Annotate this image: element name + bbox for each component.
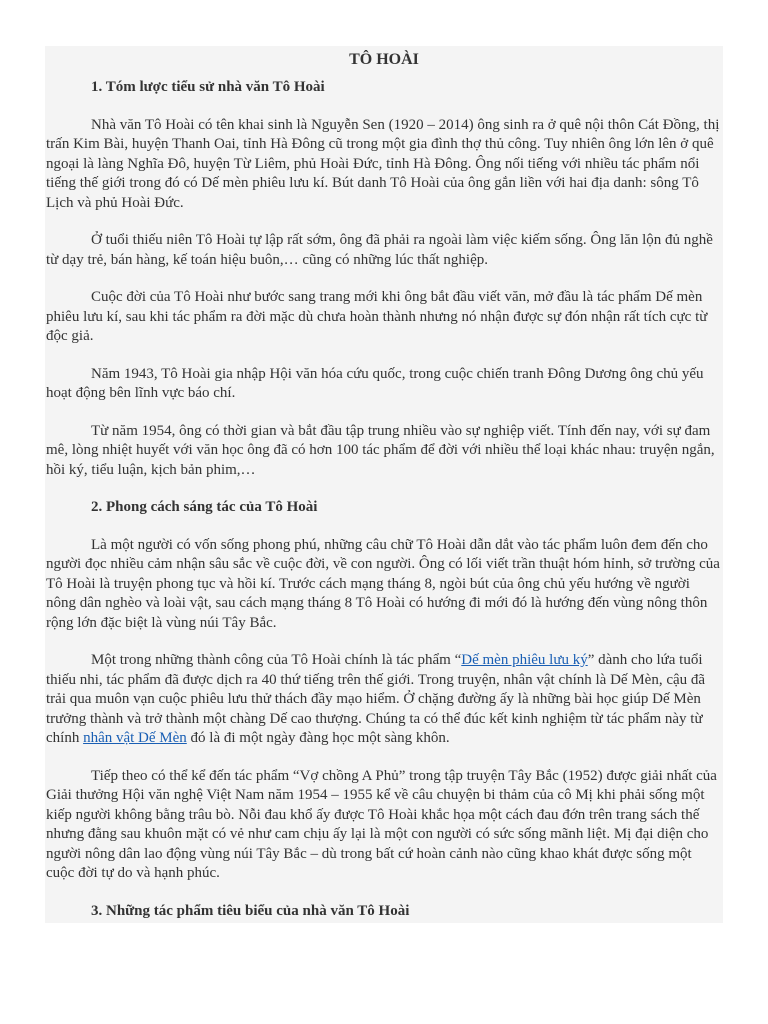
document-page [45,46,723,923]
link-de-men-phieu-luu-ky[interactable]: Dế mèn phiêu lưu ký [461,652,588,668]
paragraph-style-2-part-b: ” dành cho lứa tuổi thiếu nhi, tác phẩm đã được dịch ra 40 thứ tiếng trên thế giới. Trong truyện, nhân vật chính là Dế Mèn, cậu đã trải qua muôn vạn cuộc phiêu lưu thử thách đầy mạo hiểm. Ở chặng đường ấy là những bài học giúp Dế Mèn trưởng thành và trở thành một chàng Dế cao thượng. Chúng ta có thể đúc kết kinh nghiệm từ tác phẩm này từ chính [46,652,706,746]
paragraph-style-2 [46,651,722,749]
document-title: TÔ HOÀI [349,51,419,68]
paragraph-biography-1: Nhà văn Tô Hoài có tên khai sinh là Nguyễn Sen (1920 – 2014) ông sinh ra ở quê nội thôn Cát Đồng, thị trấn Kim Bài, huyện Thanh Oai, tỉnh Hà Đông cũ trong một gia đình thợ thủ công. Tuy nhiên ông lớn lên ở quê ngoại là làng Nghĩa Đô, huyện Từ Liêm, phủ Hoài Đức, tỉnh Hà Đông. Ông nối tiếng với nhiều tác phẩm nổi tiếng thế giới trong đó có Dế mèn phiêu lưu kí. Bút danh Tô Hoài của ông gắn liền với hai địa danh: sông Tô Lịch và phủ Hoài Đức. [46,116,720,211]
paragraph-biography-3: Cuộc đời của Tô Hoài như bước sang trang mới khi ông bắt đầu viết văn, mở đầu là tác phẩm Dế mèn phiêu lưu kí, sau khi tác phẩm ra đời mặc dù chưa hoàn thành nhưng nó nhận được sự đón nhận rất tích cực từ độc giả. [46,289,708,344]
paragraph-biography-5: Từ năm 1954, ông có thời gian và bắt đầu tập trung nhiều vào sự nghiệp viết. Tính đến nay, với sự đam mê, lòng nhiệt huyết với văn học ông đã có hơn 100 tác phẩm để đời với nhiều thể loại khác nhau: truyện ngắn, hồi ký, tiểu luận, kịch bản phim,… [46,422,715,478]
paragraph-style-1: Là một người có vốn sống phong phú, những câu chữ Tô Hoài dẫn dắt vào tác phẩm luôn đem đến cho người đọc nhiều cảm nhận sâu sắc về cuộc đời, về con người. Ông có lối viết trần thuật hóm hỉnh, sở trường của Tô Hoài là truyện phong tục và hồi kí. Trước cách mạng tháng 8, ngòi bút của ông chủ yếu hướng về người nông dân nghèo và loài vật, sau cách mạng tháng 8 Tô Hoài có hướng đi mới đó là hướng đến vùng nông thôn rộng lớn đặc biệt là vùng núi Tây Bắc. [46,536,720,631]
section-heading-works: 3. Những tác phẩm tiêu biểu của nhà văn Tô Hoài [91,902,410,919]
section-heading-style: 2. Phong cách sáng tác của Tô Hoài [91,499,318,515]
paragraph-style-3: Tiếp theo có thể kể đến tác phẩm “Vợ chồng A Phủ” trong tập truyện Tây Bắc (1952) được giải nhất của Giải thưởng Hội văn nghệ Việt Nam năm 1954 – 1955 kể về câu chuyện bi thảm của cô Mị khi phải sống một kiếp người không bằng trâu bò. Nỗi đau khổ ấy được Tô Hoài khắc họa một cách đau đớn trên trang sách thế nhưng đằng sau khuôn mặt có vẻ như cam chịu ấy lại là một con người có sức sống mãnh liệt. Mị đại diện cho người nông dân lao động vùng núi Tây Bắc – dù trong bất cứ hoàn cảnh nào cũng khao khát được sống một cuộc đời tự do và hạnh phúc. [46,767,717,881]
paragraph-biography-4: Năm 1943, Tô Hoài gia nhập Hội văn hóa cứu quốc, trong cuộc chiến tranh Đông Dương ông chủ yếu hoạt động bên lĩnh vực báo chí. [46,365,704,401]
paragraph-biography-2: Ở tuổi thiếu niên Tô Hoài tự lập rất sớm, ông đã phải ra ngoài làm việc kiếm sống. Ông lăn lộn đủ nghề từ dạy trẻ, bán hàng, kế toán hiệu buôn,… cũng có những lúc thất nghiệp. [46,232,713,268]
link-nhan-vat-de-men[interactable]: nhân vật Dế Mèn [83,730,187,746]
paragraph-style-2-part-a: Một trong những thành công của Tô Hoài chính là tác phẩm “ [91,652,462,668]
section-heading-biography: 1. Tóm lược tiểu sử nhà văn Tô Hoài [91,79,325,95]
paragraph-style-2-part-c: đó là đi một ngày đàng học một sàng khôn. [186,730,450,746]
